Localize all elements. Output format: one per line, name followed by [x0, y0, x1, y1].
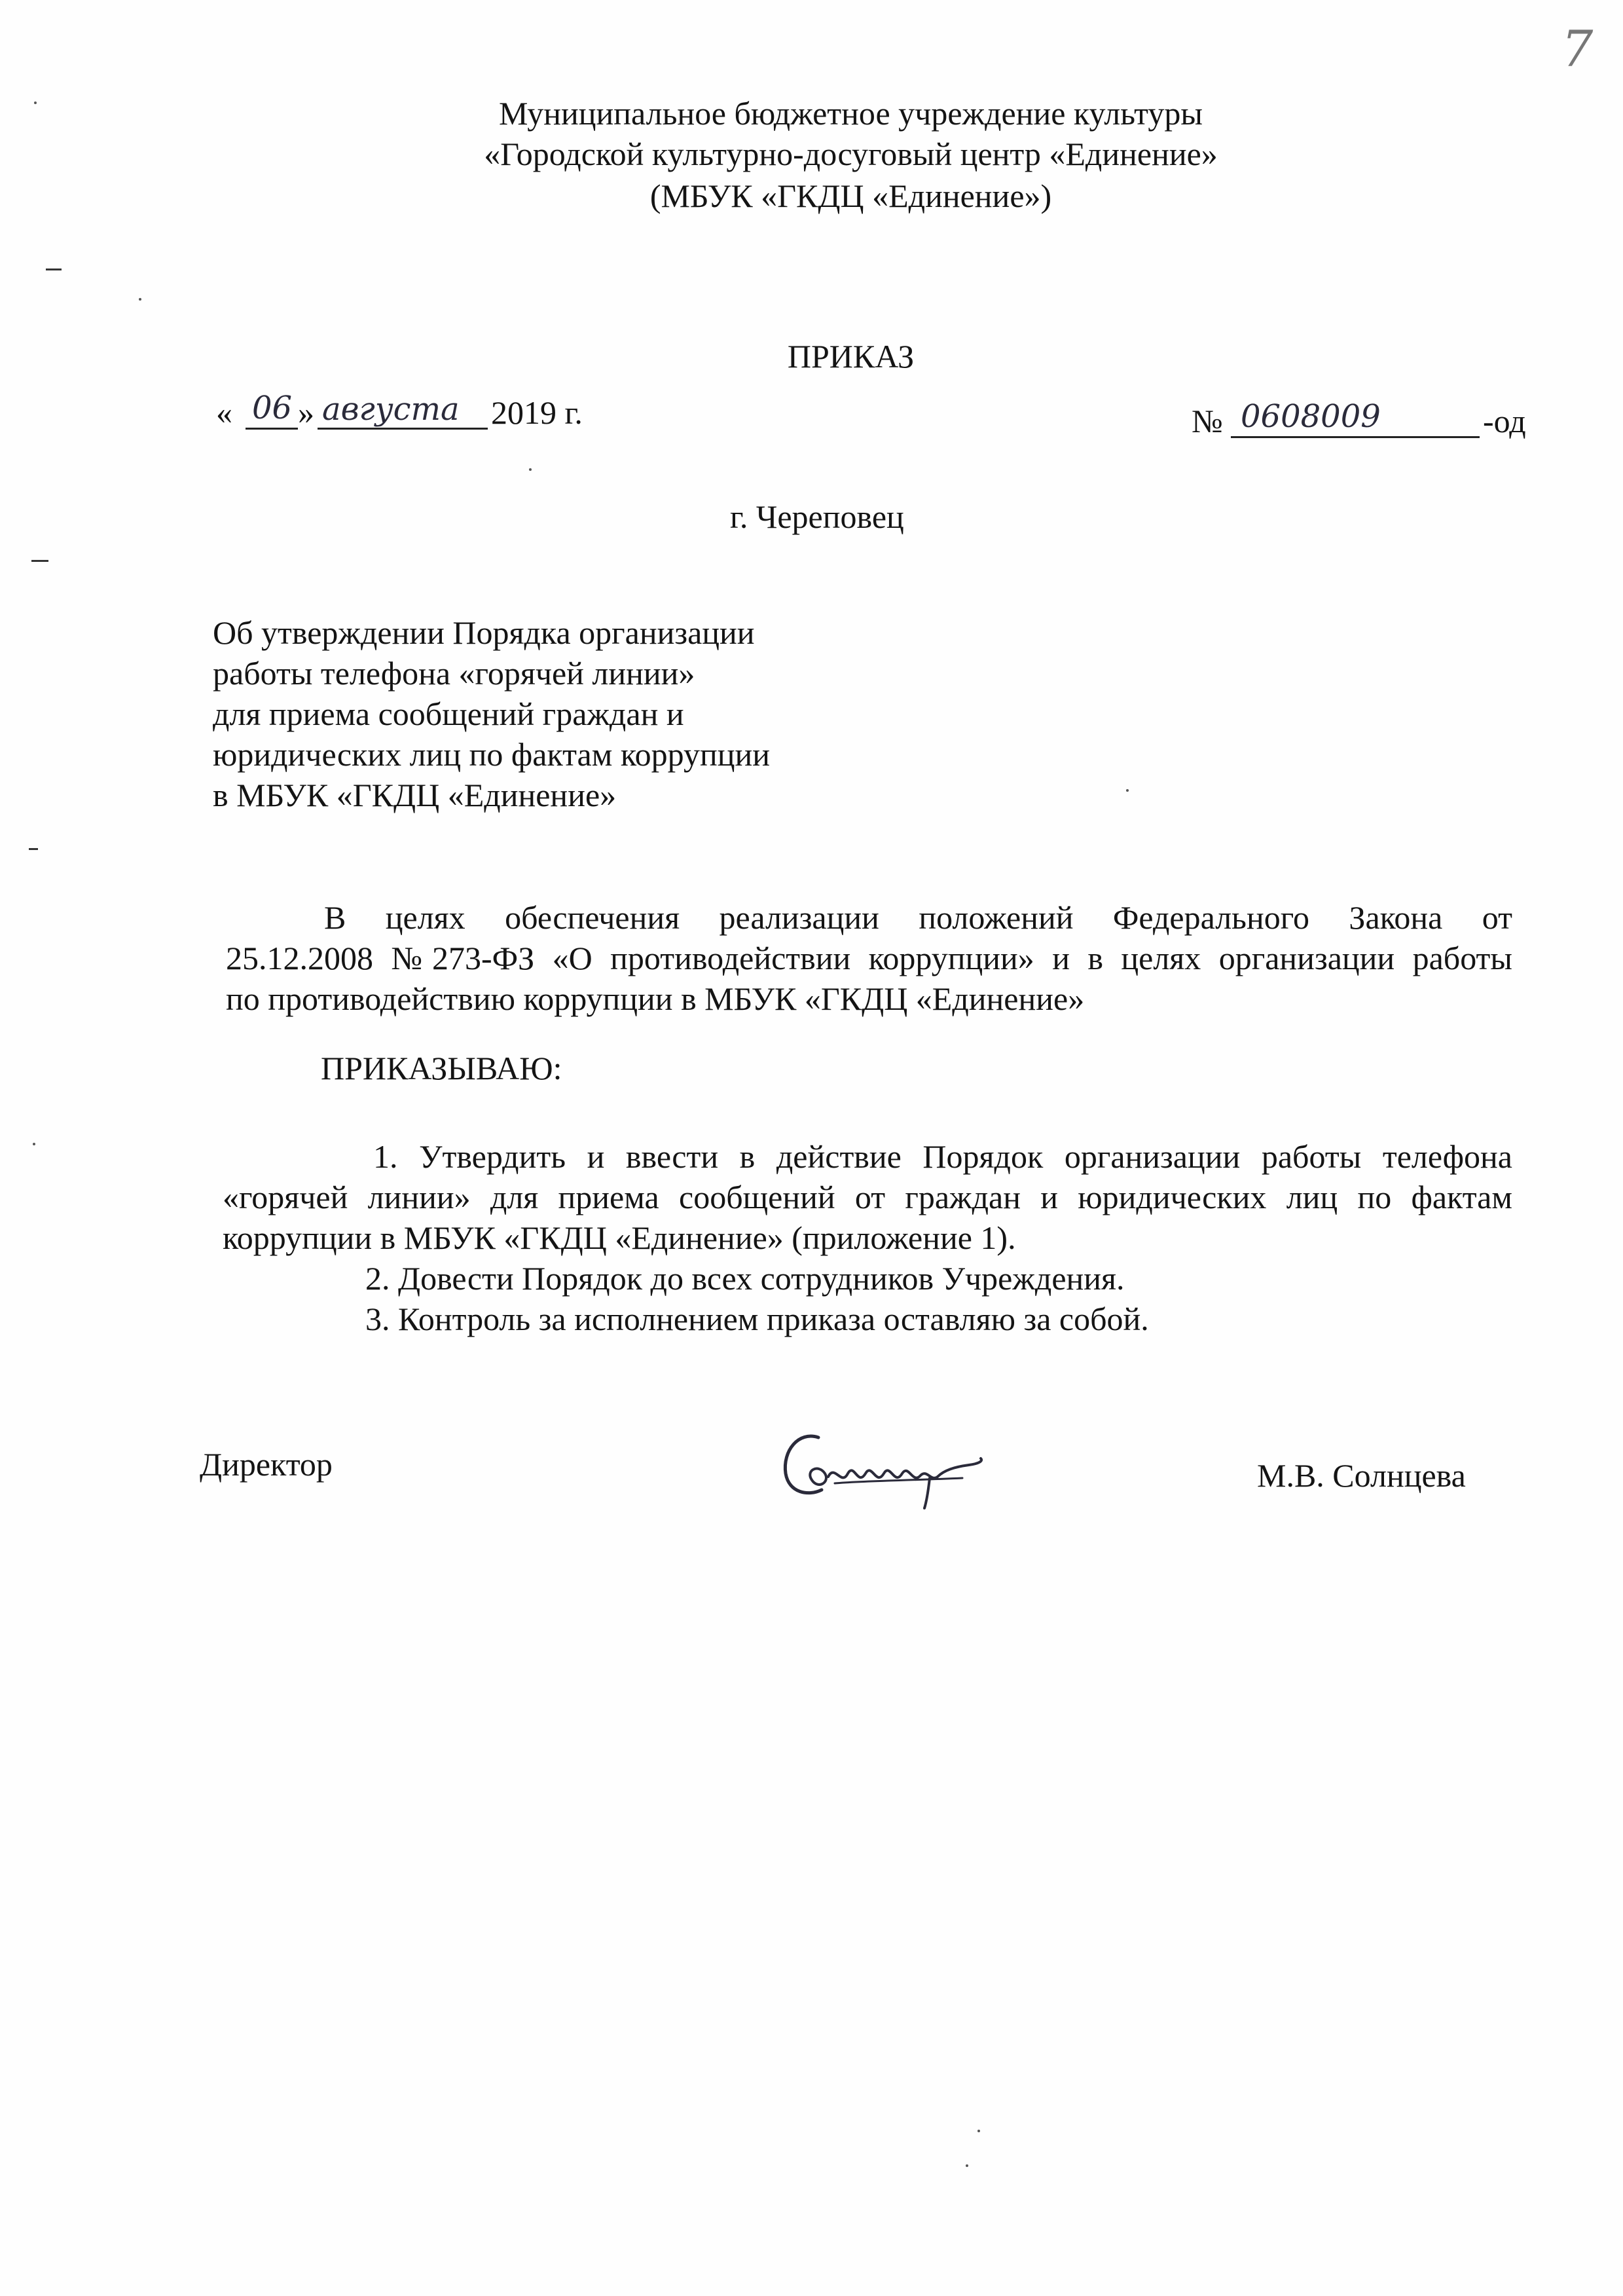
order-date	[216, 390, 622, 442]
item-1-line: коррупции в МБУК «ГКДЦ «Единение» (приложение 1).	[223, 1219, 1016, 1256]
scan-dot	[977, 2130, 980, 2132]
subject-line: работы телефона «горячей линии»	[213, 655, 695, 692]
subject-line: для приема сообщений граждан и	[213, 695, 684, 732]
item-3: 3. Контроль за исполнением приказа оставляю за собой.	[365, 1301, 1149, 1337]
scan-dot	[1126, 789, 1129, 792]
scan-dot	[529, 468, 532, 471]
date-open-quote: «	[216, 394, 232, 431]
number-underline	[1231, 436, 1480, 438]
subject-line: Об утверждении Порядка организации	[213, 614, 755, 651]
number-sign: №	[1192, 403, 1223, 439]
scan-mark	[29, 848, 38, 850]
date-year: 2019 г.	[491, 394, 583, 431]
handwritten-signature	[773, 1418, 989, 1516]
item-1-line: «горячей линии» для приема сообщений от граждан и юридических лиц по фактам	[223, 1179, 1512, 1215]
city: г. Череповец	[730, 498, 904, 535]
date-month-underline	[318, 428, 488, 430]
directive-word: ПРИКАЗЫВАЮ:	[321, 1050, 562, 1086]
item-2: 2. Довести Порядок до всех сотрудников Учреждения.	[365, 1260, 1125, 1297]
date-close-quote: »	[298, 394, 314, 431]
scan-dot	[34, 102, 37, 104]
date-month-handwritten: августа	[322, 391, 460, 428]
preamble-line: по противодействию коррупции в МБУК «ГКДЦ «Единение»	[226, 980, 1085, 1017]
scan-dot	[966, 2164, 968, 2167]
number-suffix: -од	[1483, 403, 1526, 439]
preamble-line: В целях обеспечения реализации положений Федерального Закона от	[324, 899, 1512, 936]
subject-line: в МБУК «ГКДЦ «Единение»	[213, 777, 617, 813]
subject-line: юридических лиц по фактам коррупции	[213, 736, 771, 773]
preamble-line: 25.12.2008 №273-ФЗ «О противодействии коррупции» и в целях организации работы	[226, 940, 1512, 976]
org-name-line-2: «Городской культурно-досуговый центр «Единение»	[484, 136, 1218, 172]
signatory-name: М.В. Солнцева	[1257, 1457, 1466, 1494]
date-day-underline	[246, 428, 298, 430]
org-name-line-1: Муниципальное бюджетное учреждение культуры	[499, 95, 1203, 132]
preamble-paragraph	[226, 897, 1512, 1019]
order-items	[223, 1136, 1512, 1339]
signatory-position: Директор	[200, 1446, 333, 1483]
signature-drawing	[773, 1418, 989, 1516]
scan-mark	[31, 560, 48, 562]
scan-dot	[139, 298, 141, 301]
document-title: ПРИКАЗ	[787, 338, 915, 375]
org-name-line-3: (МБУК «ГКДЦ «Единение»)	[649, 177, 1052, 214]
date-day-handwritten: 06	[252, 390, 293, 426]
order-number	[1192, 398, 1532, 451]
scan-dot	[33, 1143, 35, 1145]
item-1-line: 1. Утвердить и ввести в действие Порядок организации работы телефона	[373, 1138, 1512, 1175]
corner-note: 7	[1561, 20, 1594, 78]
number-handwritten: 0608009	[1241, 398, 1381, 435]
subject-block	[213, 612, 770, 815]
scan-mark	[46, 268, 62, 270]
